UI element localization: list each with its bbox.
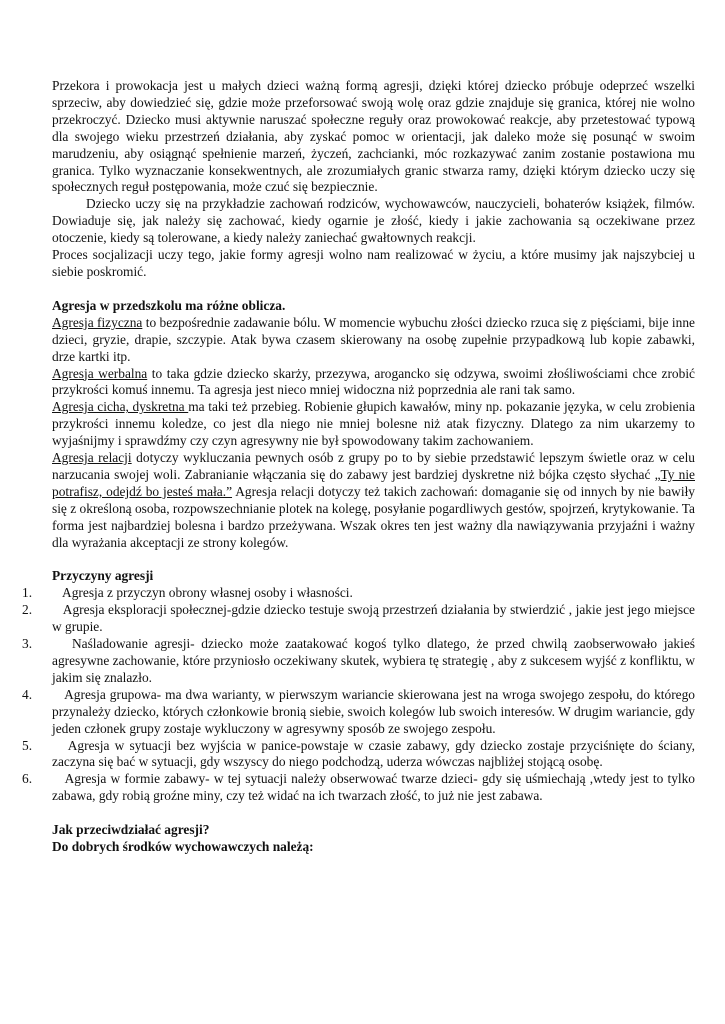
spacer: [52, 551, 695, 568]
cause-number: 5.: [22, 737, 33, 753]
cause-item: [22, 686, 699, 738]
cause-number: 4.: [22, 686, 33, 702]
intro-paragraph-2: Dziecko uczy się na przykładzie zachowań rodziców, wychowawców, nauczycieli, bohaterów książek, filmów. Dowiaduje się, jak należy się zachować, kiedy ogarnie je złość, kiedy i jakie zachowania są oczekiwane przez otoczenie, kiedy są tolerowane, a kiedy należy zaniechać gwałtownych reakcji.: [52, 196, 695, 246]
cause-text: Agresja z przyczyn obrony własnej osoby i własności.: [52, 585, 353, 601]
physical-aggression-text: to bezpośrednie zadawanie bólu. W momencie wybuchu złości dziecko rzuca się z pięściami, bije inne dzieci, gryzie, drapie, szczypie. Atak bywa czasem skierowany na osobę zupełnie przypadkową lub kopie zabawki, drze kartki itp.: [52, 314, 695, 364]
intro-paragraph-1: Przekora i prowokacja jest u małych dzieci ważną formą agresji, dzięki której dziecko próbuje odeprzeć wszelki sprzeciw, aby dowiedzieć się, gdzie może przeforsować swoją wolę oraz gdzie znajduje się granica, której nie wolno przekroczyć. Dziecko musi aktywnie naruszać społeczne reguły oraz prowokować reakcje, aby przetestować typową dla swojego wieku przestrzeń działania, aby zyskać pomoc w orientacji, jak daleko może się posunąć w swoim marudzeniu, aby osiągnąć spełnienie marzeń, życzeń, zachcianki, móc rozkazywać zanim zostanie postawiona mu granica. Tylko wyznaczanie konsekwentnych, ale zrozumiałych granic stwarza ramy, dzięki którym dziecko uczy się społecznych reguł postępowania, może czuć się bezpiecznie.: [52, 78, 695, 195]
cause-text: Agresja eksploracji społecznej-gdzie dziecko testuje swoją przestrzeń działania by stwierdzić , jakie jest jego miejsce w grupie.: [52, 602, 699, 635]
forms-heading: Agresja w przedszkolu ma różne oblicza.: [52, 297, 286, 313]
intro-paragraph-3: Proces socjalizacji uczy tego, jakie formy agresji wolno nam realizować w życiu, a które musimy jak najszybciej u siebie poskromić.: [52, 247, 695, 279]
silent-aggression-paragraph: [52, 399, 695, 450]
causes-heading: Przyczyny agresji: [52, 568, 154, 584]
verbal-aggression-paragraph: [52, 366, 695, 400]
cause-item: [22, 602, 699, 636]
cause-number: 2.: [22, 602, 33, 618]
relational-aggression-text-a: dotyczy wykluczania pewnych osób z grupy po to by siebie przedstawić lepszym świetle oraz w celu narzucania swojej woli. Zabranianie włączania się do zabawy jest bardziej dyskretne niż bójka często słychać: [52, 450, 695, 482]
relational-aggression-text-b: Agresja relacji dotyczy też takich zachowań: domaganie się od innych by nie bawiły się z określoną osoba, rozpowszechnianie plotek na kolegę, posyłanie pogardliwych gestów, spojrzeń, krytykowanie. Ta forma jest najbardziej bolesna i bardzo przeżywana. Wszak okres ten jest ważny dla nawiązywania przyjaźni i ważny dla wyrażania akceptacji ze strony kolegów.: [52, 483, 695, 550]
cause-text: Naśladowanie agresji- dziecko może zaatakować kogoś tylko dlatego, że przed chwilą zaobserwowało jakieś agresywne zachowanie, które przyniosło oczekiwany skutek, wybiera tę strategię , aby z sukcesem wyjść z konfliktu, w jakim się znalazło.: [52, 636, 699, 685]
cause-number: 3.: [22, 636, 33, 652]
cause-text: Agresja grupowa- ma dwa warianty, w pierwszym wariancie skierowana jest na wroga swojego zespołu, do którego przynależy dziecko, których członkowie bronią siebie, swoich kolegów lub swoich interesów. W drugim wariancie, gdy jeden członek grupy zostaje wykluczony w agresywny sposób ze swojego zespołu.: [52, 686, 699, 736]
spacer: [52, 805, 695, 822]
cause-item: [22, 737, 699, 772]
prevention-heading: Jak przeciwdziałać agresji?: [52, 822, 210, 838]
cause-item: [22, 771, 699, 805]
verbal-aggression-term: Agresja werbalna: [52, 365, 148, 381]
physical-aggression-term: Agresja fizyczna: [52, 314, 143, 330]
cause-text: Agresja w sytuacji bez wyjścia w panice-powstaje w czasie zabawy, gdy dziecko zostaje przyciśnięte do ściany, zaczyna się bać w sytuacji, gdy wszyscy do niego podchodzą, uderza wówczas najbliżej stojącą osobę.: [52, 737, 699, 770]
cause-item: [22, 585, 695, 602]
prevention-subheading: Do dobrych środków wychowawczych należą:: [52, 839, 314, 855]
cause-text: Agresja w formie zabawy- w tej sytuacji należy obserwować twarze dzieci- gdy się uśmiechają ,wtedy jest to tylko zabawa, gdy robią groźne miny, czy też widać na ich twarzach złość, to już nie jest zabawa.: [52, 771, 699, 804]
silent-aggression-term: Agresja cicha, dyskretna: [52, 399, 189, 415]
relational-aggression-paragraph: [52, 450, 695, 551]
silent-aggression-text: ma taki też przebieg. Robienie głupich kawałów, miny np. pokazanie języka, w celu zrobienia przykrości innemu koledze, co jest dla niego nie mniej bolesne niż atak fizyczny. Dlatego za nim ukarzemy to wyjaśnijmy i sprawdźmy czy czyn agresywny nie był spowodowany takim zachowaniem.: [52, 399, 696, 449]
cause-number: 6.: [22, 771, 33, 787]
spacer: [52, 281, 695, 298]
verbal-aggression-text: to taka gdzie dziecko skarży, przezywa, arogancko się odzywa, swoimi złośliwościami chce zrobić przykrości komuś innemu. Ta agresja jest nieco mniej widoczna niż poprzednia ale rani tak samo.: [52, 365, 695, 398]
causes-list: [22, 585, 699, 805]
cause-item: [22, 636, 699, 687]
relational-aggression-term: Agresja relacji: [52, 450, 132, 466]
relational-aggression-quote: „Ty nie potrafisz, odejdź bo jesteś mała.”: [52, 466, 695, 499]
physical-aggression-paragraph: [52, 315, 695, 366]
cause-number: 1.: [22, 585, 33, 601]
